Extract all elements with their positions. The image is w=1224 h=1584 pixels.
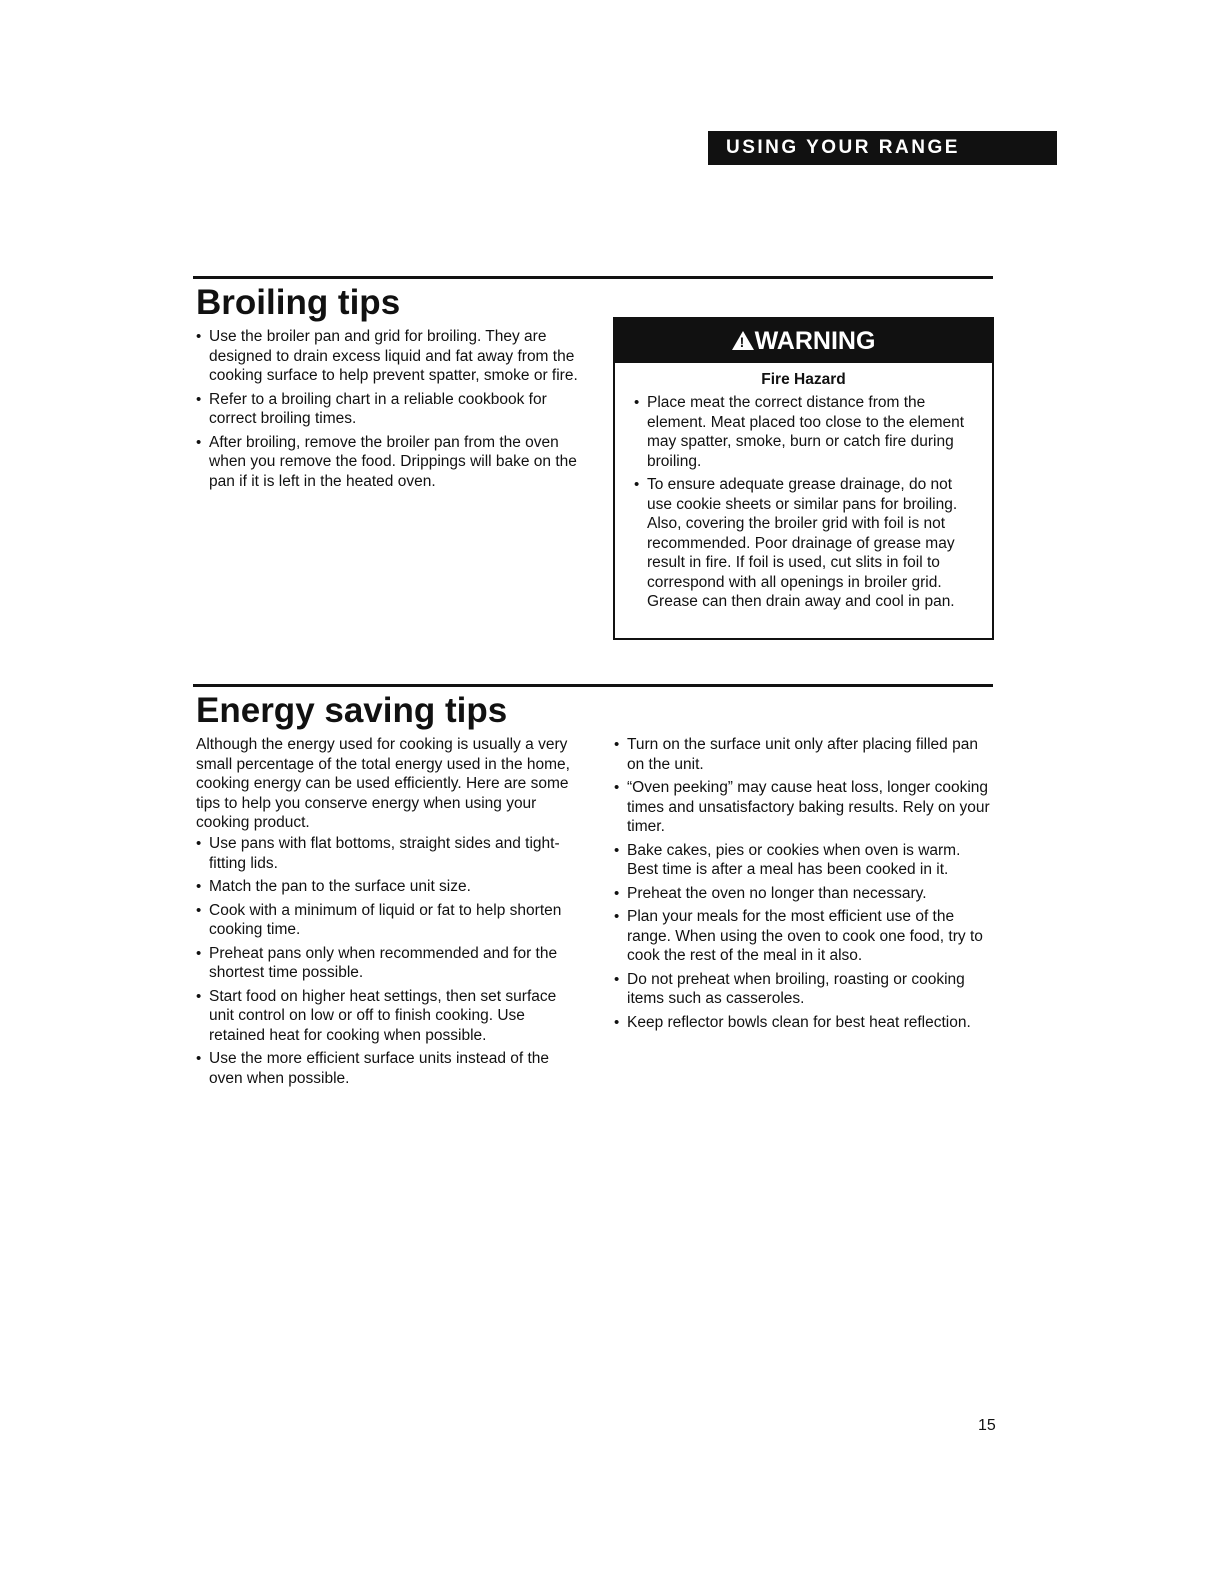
- warning-triangle-icon: [732, 331, 754, 350]
- bullet-icon: •: [614, 736, 620, 753]
- broiling-rule: [193, 276, 993, 279]
- bullet-icon: •: [614, 779, 620, 796]
- energy-tip-text: Start food on higher heat settings, then set surface unit control on low or off to finish cooking. Use retained heat for cooking when possible.: [209, 987, 557, 1044]
- bullet-icon: •: [614, 970, 620, 988]
- warning-list: [615, 393, 992, 612]
- list-item: [614, 907, 992, 966]
- energy-tip-text: Preheat the oven no longer than necessary.: [627, 884, 927, 902]
- bullet-icon: •: [196, 1050, 202, 1067]
- bullet-icon: •: [196, 987, 202, 1005]
- energy-tip-text: Use the more efficient surface units instead of the oven when possible.: [209, 1050, 550, 1087]
- list-item: [614, 841, 992, 880]
- bullet-icon: •: [634, 476, 640, 493]
- list-item: [614, 970, 992, 1009]
- energy-tip-text: Turn on the surface unit only after placing filled pan on the unit.: [627, 736, 978, 773]
- warning-subtitle: Fire Hazard: [761, 371, 846, 388]
- bullet-icon: •: [196, 901, 202, 919]
- list-item: [196, 1049, 581, 1088]
- energy-title: Energy saving tips: [196, 691, 508, 730]
- warning-box: [613, 317, 994, 640]
- broiling-tip-text: Refer to a broiling chart in a reliable cookbook for correct broiling times.: [209, 390, 547, 427]
- list-item: [196, 901, 581, 940]
- list-item: [196, 944, 581, 983]
- energy-intro: Although the energy used for cooking is usually a very small percentage of the total energy used in the home, cooking energy can be used efficiently. Here are some tips to help you conserve energy when using your cooking product.: [196, 736, 570, 831]
- energy-tip-text: Match the pan to the surface unit size.: [209, 878, 471, 895]
- energy-tip-text: Preheat pans only when recommended and for the shortest time possible.: [209, 944, 558, 981]
- list-item: [196, 987, 581, 1046]
- bullet-icon: •: [614, 908, 620, 925]
- bullet-icon: •: [196, 328, 202, 345]
- warning-item-text: To ensure adequate grease drainage, do not use cookie sheets or similar pans for broiling. Also, covering the broiler grid with foil is not recommended. Poor drainage of grease may result in fire. If foil is used, cut slits in foil to correspond with all openings in broiler grid. Grease can then drain away and cool in pan.: [647, 476, 958, 610]
- bullet-icon: •: [634, 394, 640, 411]
- list-item: [196, 327, 581, 386]
- bullet-icon: •: [614, 841, 620, 859]
- list-item: [614, 735, 992, 774]
- energy-tip-text: Keep reflector bowls clean for best heat reflection.: [627, 1013, 971, 1031]
- energy-tip-text: Plan your meals for the most efficient use of the range. When using the oven to cook one food, try to cook the rest of the meal in it also.: [627, 908, 983, 964]
- list-item: [634, 475, 978, 612]
- broiling-tip-text: Use the broiler pan and grid for broiling. They are designed to drain excess liquid and fat away from the cooking surface to help prevent spatter, smoke or fire.: [209, 328, 578, 384]
- warning-header: [615, 319, 992, 363]
- list-item: [196, 390, 581, 429]
- page-number: 15: [978, 1417, 996, 1434]
- energy-tip-text: Bake cakes, pies or cookies when oven is warm. Best time is after a meal has been cooked in it.: [627, 841, 961, 878]
- section-tab: USING YOUR RANGE: [708, 131, 1057, 165]
- bullet-icon: •: [196, 878, 202, 895]
- bullet-icon: •: [614, 884, 620, 902]
- energy-tip-text: Cook with a minimum of liquid or fat to help shorten cooking time.: [209, 901, 562, 938]
- warning-item-text: Place meat the correct distance from the element. Meat placed too close to the element may spatter, smoke, burn or catch fire during broiling.: [647, 394, 965, 470]
- energy-rule: [193, 684, 993, 687]
- broiling-tip-text: After broiling, remove the broiler pan from the oven when you remove the food. Drippings will bake on the pan if it is left in the heated oven.: [209, 433, 577, 490]
- warning-label: WARNING: [754, 327, 876, 355]
- list-item: [634, 393, 978, 471]
- list-item: [614, 1013, 992, 1033]
- list-item: [196, 433, 581, 492]
- energy-right-list: [614, 735, 992, 1036]
- bullet-icon: •: [196, 433, 202, 451]
- bullet-icon: •: [196, 390, 202, 408]
- list-item: [196, 834, 581, 873]
- bullet-icon: •: [614, 1013, 620, 1031]
- bullet-icon: •: [196, 835, 202, 852]
- broiling-title: Broiling tips: [196, 283, 401, 322]
- energy-tip-text: Use pans with flat bottoms, straight sides and tight-fitting lids.: [209, 835, 560, 872]
- energy-tip-text: “Oven peeking” may cause heat loss, longer cooking times and unsatisfactory baking results. Rely on your timer.: [627, 779, 990, 835]
- energy-tip-text: Do not preheat when broiling, roasting or cooking items such as casseroles.: [627, 970, 965, 1007]
- list-item: [614, 884, 992, 904]
- broiling-tips-list: [196, 327, 581, 495]
- list-item: [614, 778, 992, 837]
- bullet-icon: •: [196, 944, 202, 962]
- energy-left-list: [196, 834, 581, 1092]
- list-item: [196, 877, 581, 897]
